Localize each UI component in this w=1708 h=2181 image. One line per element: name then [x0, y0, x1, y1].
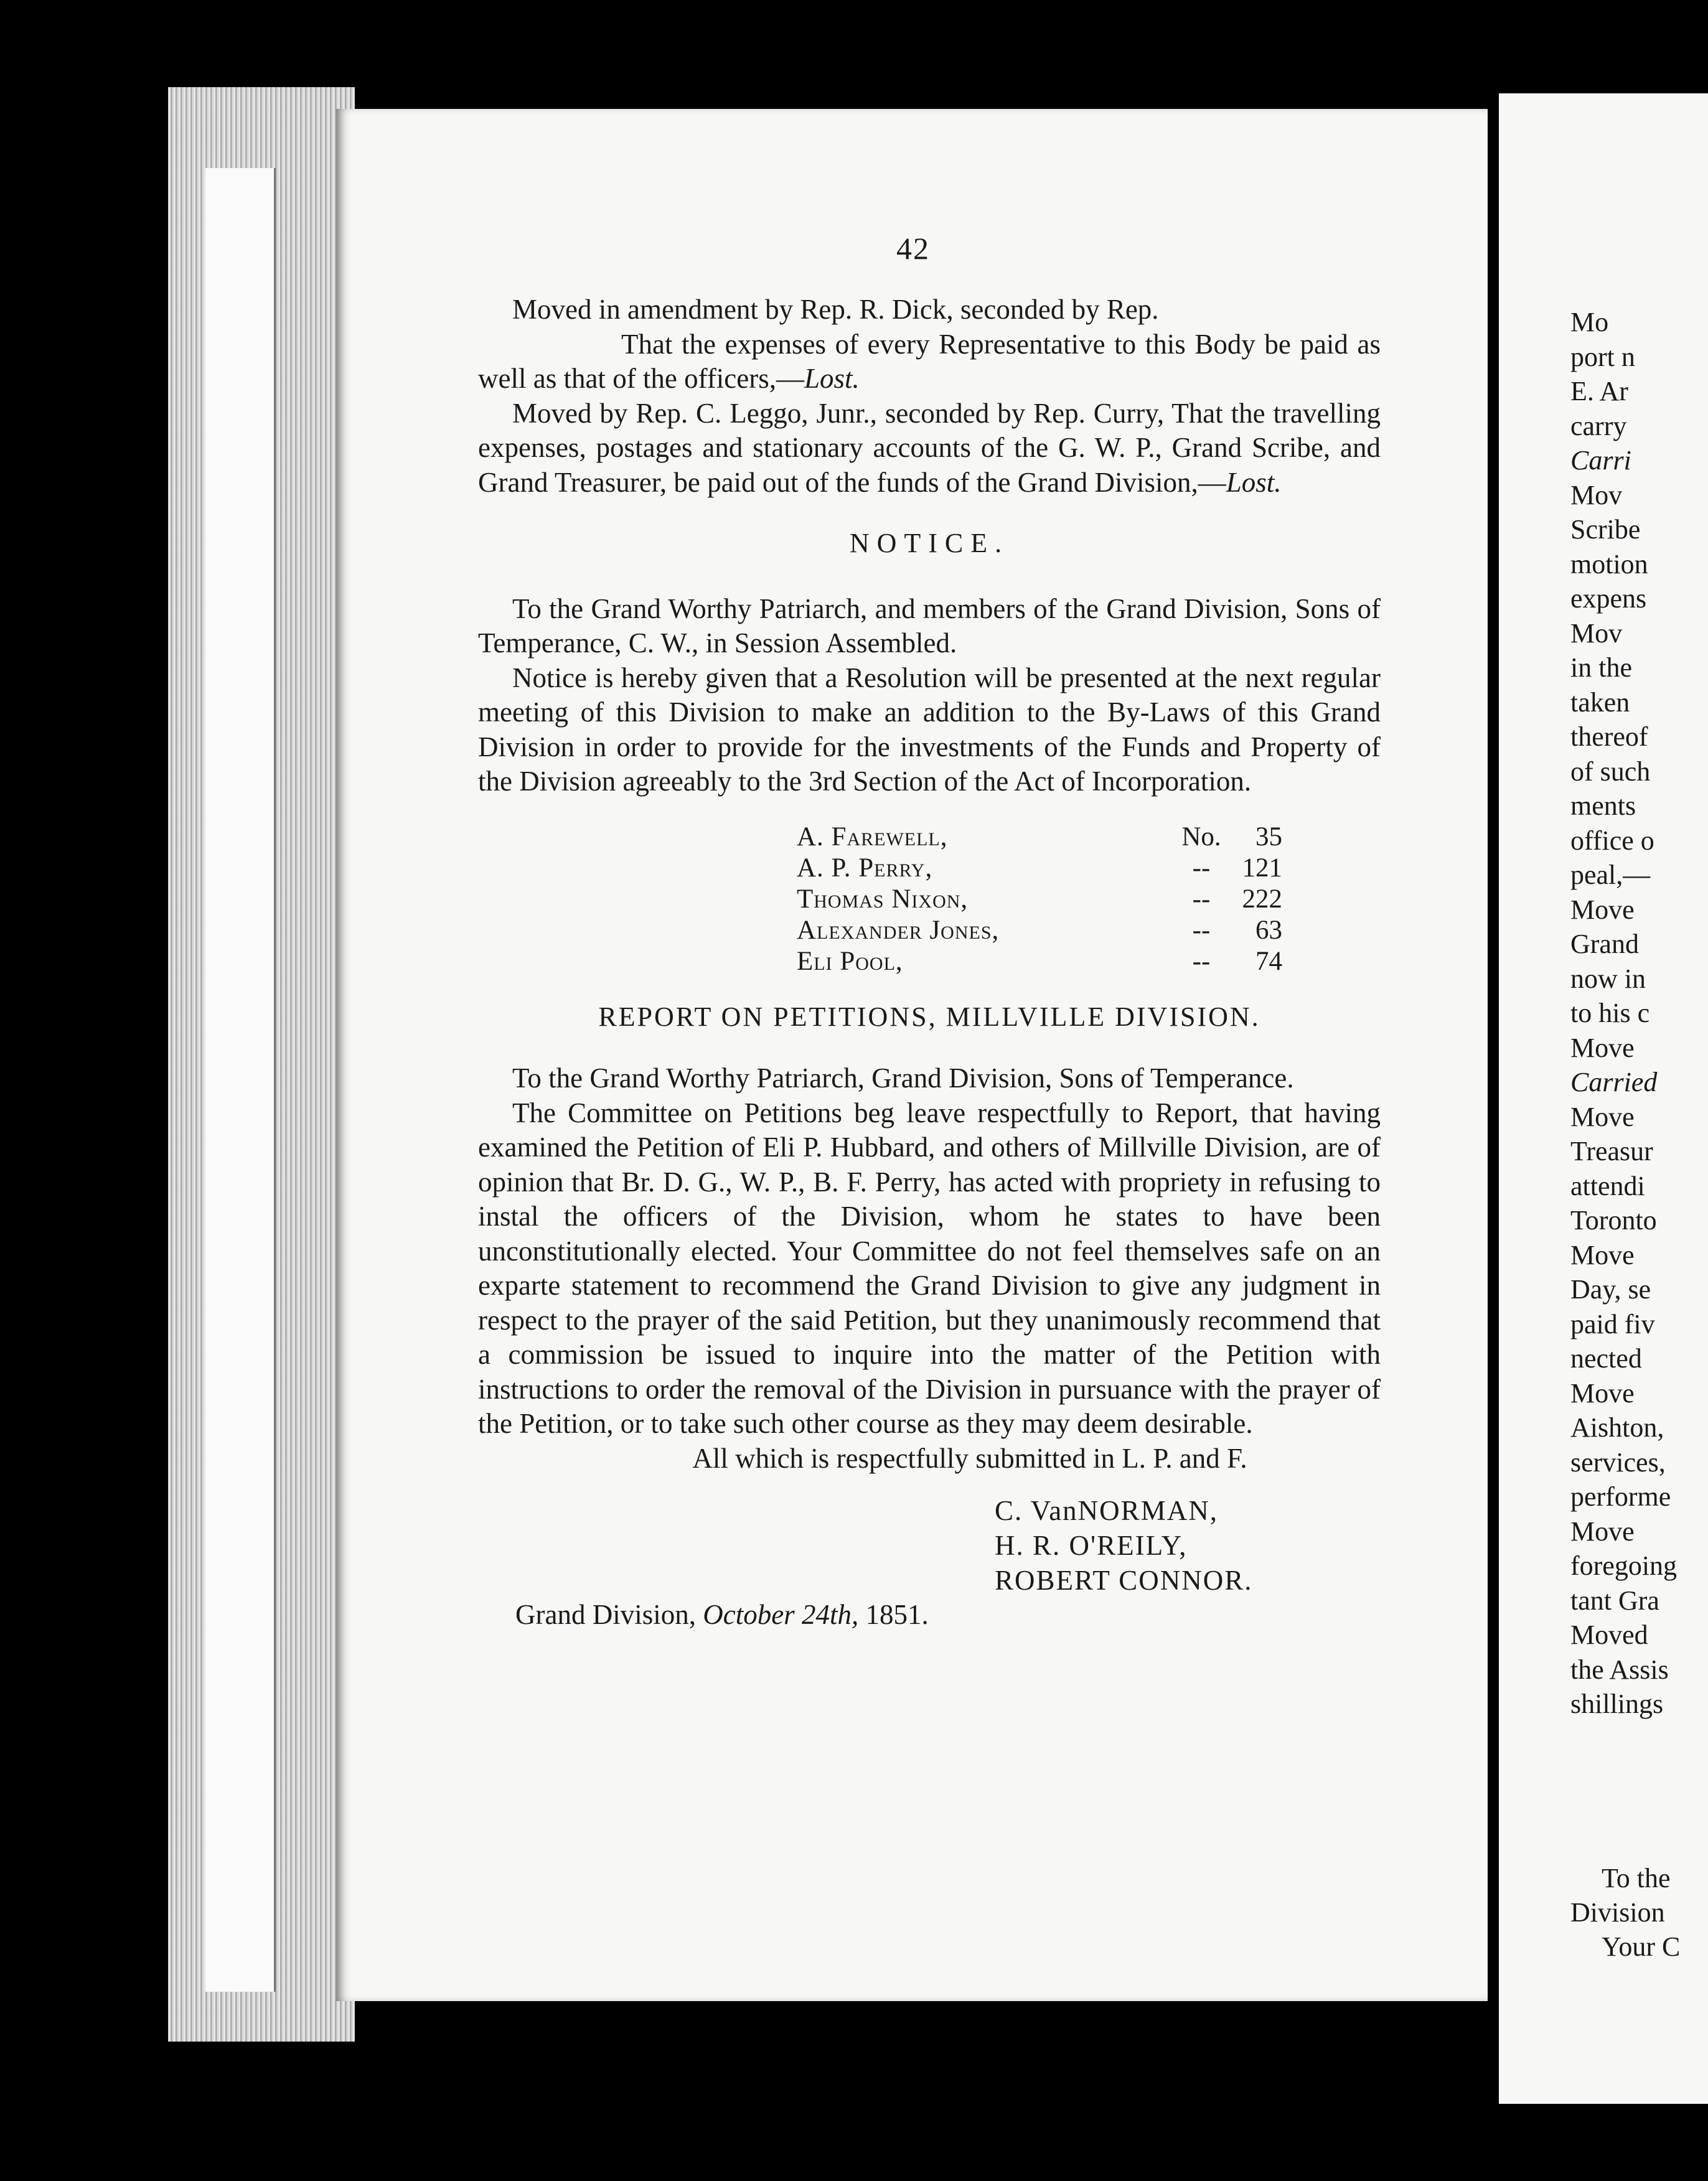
right-line: Mo — [1570, 307, 1609, 337]
right-line: Carri — [1570, 445, 1631, 476]
right-line: Move — [1570, 1377, 1635, 1409]
signatory-row — [797, 822, 1282, 853]
signatory-name: A. P. Perry, — [797, 853, 933, 883]
right-line: in the — [1570, 652, 1632, 683]
date-italic: October 24th, — [703, 1599, 859, 1630]
right-line: services, — [1570, 1447, 1666, 1478]
report-signer: ROBERT CONNOR. — [995, 1565, 1253, 1596]
report-body: The Committee on Petitions beg leave respectfully to Report, that having examined the Petition of Eli P. Hubbard, and others of Millville Division, are of opinion that Br. D. G., W. P., B. F. Perry, has acted with propriety in refusing to instal the officers of the Division, whom he states to have been unconstitutionally elected. Your Committee do not feel themselves safe on an exparte statement to recommend the Grand Division to give any judgment in respect to the prayer of the said Petition, but they unanimously recommend that a commission be issued to inquire into the matter of the Petition with instructions to order the removal of the Division in pursuance with the prayer of the Petition, or to take such other course as they may deem desirable. — [478, 1097, 1381, 1439]
right-line: Scribe — [1570, 514, 1641, 545]
report-address: To the Grand Worthy Patriarch, Grand Division, Sons of Temperance. — [512, 1062, 1294, 1094]
motion-text: Moved by Rep. C. Leggo, Junr., seconded by Rep. Curry, That the travelling expenses, postages and stationary accounts of the G. W. P., Grand Scribe, and Grand Treasurer, be paid out of the funds of the Grand Division,— — [478, 397, 1381, 498]
right-line: nected — [1570, 1343, 1642, 1374]
right-line: motion — [1570, 548, 1648, 579]
right-line: paid fiv — [1570, 1308, 1655, 1339]
right-line: Toronto — [1570, 1205, 1657, 1236]
right-line: Mov — [1570, 617, 1623, 649]
page-body — [478, 293, 1381, 1633]
right-line: Move — [1570, 1032, 1635, 1063]
signatory-row — [797, 915, 1282, 946]
book-inner-edge — [205, 168, 276, 1992]
right-line: the Assis — [1570, 1654, 1669, 1685]
signatory-row — [797, 946, 1282, 977]
right-page-bottom — [1570, 1861, 1708, 1964]
report-date — [478, 1598, 1381, 1633]
right-line: expens — [1570, 583, 1647, 614]
motion-paragraph — [478, 396, 1381, 500]
right-line: Mov — [1570, 479, 1623, 510]
right-line: thereof — [1570, 721, 1648, 752]
right-line: E. Ar — [1570, 376, 1628, 406]
motion-outcome: Lost. — [1226, 466, 1282, 498]
signatory-row — [797, 884, 1282, 915]
right-line: tant Gra — [1570, 1585, 1659, 1616]
right-line: Aishton, — [1570, 1412, 1664, 1443]
signatory-name: Alexander Jones, — [797, 915, 1000, 945]
report-closing: All which is respectfully submitted in L. P. and F. — [692, 1442, 1247, 1474]
right-line: attendi — [1570, 1170, 1645, 1201]
amendment-outcome: Lost. — [804, 363, 860, 394]
right-line: Move — [1570, 1101, 1635, 1132]
signatory-no: No. — [1181, 822, 1221, 851]
right-bottom-line: Your C — [1602, 1931, 1681, 1962]
right-line: foregoing — [1570, 1550, 1678, 1581]
right-line: Move — [1570, 1239, 1635, 1270]
right-line: to his c — [1570, 998, 1650, 1028]
right-line: performe — [1570, 1481, 1671, 1512]
report-signer: H. R. O'REILY, — [995, 1530, 1188, 1561]
notice-body: Notice is hereby given that a Resolution will be presented at the next regular meeting of this Division to make an addition to the By-Laws of this Grand Division in order to provide for the investments of the Funds and Property of the Division agreeably to the 3rd Section of the Act of Incorporation. — [478, 662, 1381, 797]
right-line: now in — [1570, 963, 1646, 994]
right-line: Move — [1570, 894, 1635, 925]
report-signers — [995, 1493, 1381, 1598]
signatory-number: 121 — [1242, 853, 1282, 883]
report-signer: C. VanNORMAN, — [995, 1495, 1218, 1526]
right-line: peal,— — [1570, 860, 1651, 890]
notice-heading: NOTICE. — [849, 528, 1010, 558]
right-line: Day, se — [1570, 1274, 1651, 1305]
right-line: Move — [1570, 1516, 1635, 1547]
amendment-text: That the expenses of every Representative to this Body be paid as well as that of the officers,— — [478, 328, 1381, 394]
signatory-no: -- — [1192, 853, 1211, 883]
signatory-number: 74 — [1255, 946, 1282, 976]
right-line: ments — [1570, 790, 1636, 821]
report-heading: REPORT ON PETITIONS, MILLVILLE DIVISION. — [598, 1001, 1260, 1032]
date-year: 1851. — [858, 1599, 929, 1630]
right-line: Moved — [1570, 1620, 1648, 1650]
signatory-no: -- — [1192, 946, 1211, 976]
right-line: carry — [1570, 410, 1627, 441]
right-page — [1499, 93, 1708, 2104]
date-prefix: Grand Division, — [515, 1599, 703, 1630]
right-bottom-line: To the — [1602, 1863, 1671, 1893]
right-line: Grand — [1570, 929, 1639, 959]
notice-address: To the Grand Worthy Patriarch, and members of the Grand Division, Sons of Temperance, C. W., in Session Assembled. — [478, 593, 1381, 659]
signatory-row — [797, 853, 1282, 884]
signatory-number: 222 — [1242, 884, 1282, 914]
right-line: Treasur — [1570, 1136, 1653, 1166]
amendment-paragraph — [478, 327, 1381, 396]
right-line: of such — [1570, 756, 1651, 787]
right-bottom-line: Division — [1570, 1897, 1665, 1928]
right-line: Carried — [1570, 1067, 1658, 1097]
right-line: port n — [1570, 341, 1635, 372]
signatory-number: 63 — [1255, 915, 1282, 945]
signatory-no: -- — [1192, 915, 1211, 945]
right-page-lines — [1570, 305, 1708, 1722]
signatory-name: Eli Pool, — [797, 946, 903, 976]
signatory-number: 35 — [1255, 822, 1282, 851]
signatory-name: Thomas Nixon, — [797, 884, 969, 914]
signatory-name: A. Farewell, — [797, 822, 948, 851]
page-number: 42 — [896, 231, 930, 266]
right-line: shillings — [1570, 1689, 1664, 1719]
right-line: taken — [1570, 687, 1630, 718]
signatory-no: -- — [1192, 884, 1211, 914]
notice-signatories — [797, 822, 1282, 977]
right-line: office o — [1570, 825, 1654, 856]
amendment-line: Moved in amendment by Rep. R. Dick, seconded by Rep. — [512, 294, 1159, 325]
